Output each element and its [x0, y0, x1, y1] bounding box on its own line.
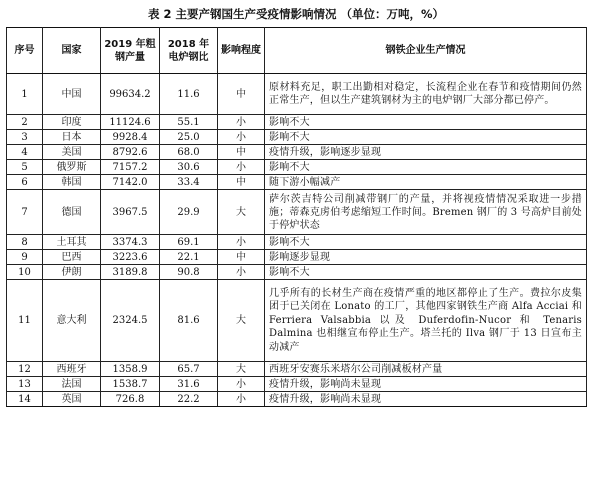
row-impact: 小 [218, 235, 265, 250]
table-row [7, 392, 587, 407]
row-country: 日本 [43, 130, 101, 145]
row-impact: 大 [218, 190, 265, 235]
row-description: 疫情升级，影响尚未显现 [265, 377, 587, 392]
row-description: 原材料充足，职工出勤相对稳定，长流程企业在春节和疫情期间仍然正常生产，但以生产建筑钢材为主的电炉钢厂大部分都已停产。 [265, 74, 587, 115]
row-eaf-ratio: 68.0 [160, 145, 218, 160]
row-country: 德国 [43, 190, 101, 235]
row-eaf-ratio: 31.6 [160, 377, 218, 392]
row-index: 5 [7, 160, 43, 175]
row-description: 疫情升级，影响尚未显现 [265, 392, 587, 407]
row-eaf-ratio: 30.6 [160, 160, 218, 175]
table-row [7, 265, 587, 280]
row-country: 西班牙 [43, 362, 101, 377]
row-impact: 小 [218, 265, 265, 280]
row-production: 3374.3 [101, 235, 160, 250]
row-impact: 小 [218, 115, 265, 130]
row-eaf-ratio: 90.8 [160, 265, 218, 280]
table-caption: 表 2 主要产钢国生产受疫情影响情况 （单位：万吨，%） [147, 7, 445, 21]
row-production: 7142.0 [101, 175, 160, 190]
row-country: 伊朗 [43, 265, 101, 280]
row-eaf-ratio: 65.7 [160, 362, 218, 377]
table-row [7, 130, 587, 145]
table-row [7, 235, 587, 250]
row-description: 影响不大 [265, 115, 587, 130]
row-index: 14 [7, 392, 43, 407]
table-row [7, 190, 587, 235]
row-eaf-ratio: 11.6 [160, 74, 218, 115]
row-country: 意大利 [43, 280, 101, 362]
row-impact: 中 [218, 145, 265, 160]
header-index: 序号 [7, 28, 43, 74]
row-index: 6 [7, 175, 43, 190]
row-country: 法国 [43, 377, 101, 392]
row-description: 影响不大 [265, 235, 587, 250]
steel-production-table [6, 27, 587, 407]
row-description: 西班牙安赛乐米塔尔公司削减板材产量 [265, 362, 587, 377]
row-index: 10 [7, 265, 43, 280]
row-index: 7 [7, 190, 43, 235]
row-eaf-ratio: 55.1 [160, 115, 218, 130]
header-impact: 影响程度 [218, 28, 265, 74]
row-description: 影响逐步显现 [265, 250, 587, 265]
row-index: 11 [7, 280, 43, 362]
row-description: 影响不大 [265, 130, 587, 145]
row-country: 中国 [43, 74, 101, 115]
header-row [7, 28, 587, 74]
row-country: 韩国 [43, 175, 101, 190]
table-row [7, 160, 587, 175]
row-impact: 大 [218, 280, 265, 362]
row-production: 3189.8 [101, 265, 160, 280]
table-row [7, 377, 587, 392]
row-production: 8792.6 [101, 145, 160, 160]
table-row [7, 280, 587, 362]
header-description: 钢铁企业生产情况 [265, 28, 587, 74]
row-production: 99634.2 [101, 74, 160, 115]
row-impact: 小 [218, 130, 265, 145]
header-country: 国家 [43, 28, 101, 74]
table-row [7, 175, 587, 190]
row-impact: 中 [218, 175, 265, 190]
row-description: 影响不大 [265, 160, 587, 175]
row-country: 土耳其 [43, 235, 101, 250]
row-production: 2324.5 [101, 280, 160, 362]
row-description: 萨尔茨吉特公司削减带钢厂的产量，并将视疫情情况采取进一步措施；蒂森克虏伯考虑缩短工作时间。Bremen 钢厂的 3 号高炉目前处于停炉状态 [265, 190, 587, 235]
table-row [7, 145, 587, 160]
row-index: 13 [7, 377, 43, 392]
row-impact: 小 [218, 160, 265, 175]
row-eaf-ratio: 22.1 [160, 250, 218, 265]
row-eaf-ratio: 29.9 [160, 190, 218, 235]
row-country: 美国 [43, 145, 101, 160]
table-header [7, 28, 587, 74]
row-country: 印度 [43, 115, 101, 130]
row-production: 3223.6 [101, 250, 160, 265]
table-row [7, 250, 587, 265]
row-description: 影响不大 [265, 265, 587, 280]
row-eaf-ratio: 69.1 [160, 235, 218, 250]
row-eaf-ratio: 25.0 [160, 130, 218, 145]
row-impact: 大 [218, 362, 265, 377]
row-country: 巴西 [43, 250, 101, 265]
row-impact: 中 [218, 250, 265, 265]
row-production: 1358.9 [101, 362, 160, 377]
row-production: 9928.4 [101, 130, 160, 145]
table-row [7, 362, 587, 377]
row-index: 12 [7, 362, 43, 377]
header-eaf-ratio: 2018 年电炉钢比 [160, 28, 218, 74]
row-eaf-ratio: 33.4 [160, 175, 218, 190]
row-production: 7157.2 [101, 160, 160, 175]
row-eaf-ratio: 81.6 [160, 280, 218, 362]
header-production: 2019 年粗钢产量 [101, 28, 160, 74]
row-production: 726.8 [101, 392, 160, 407]
row-description: 随下游小幅减产 [265, 175, 587, 190]
row-index: 4 [7, 145, 43, 160]
row-index: 8 [7, 235, 43, 250]
row-impact: 小 [218, 377, 265, 392]
table-row [7, 74, 587, 115]
row-impact: 中 [218, 74, 265, 115]
row-production: 1538.7 [101, 377, 160, 392]
row-impact: 小 [218, 392, 265, 407]
table-row [7, 115, 587, 130]
row-production: 11124.6 [101, 115, 160, 130]
row-production: 3967.5 [101, 190, 160, 235]
table-body [7, 74, 587, 407]
row-index: 1 [7, 74, 43, 115]
row-country: 俄罗斯 [43, 160, 101, 175]
row-description: 疫情升级，影响逐步显现 [265, 145, 587, 160]
row-index: 9 [7, 250, 43, 265]
row-country: 英国 [43, 392, 101, 407]
row-index: 2 [7, 115, 43, 130]
row-description: 几乎所有的长材生产商在疫情严重的地区都停止了生产。费拉尔皮集团于已关闭在 Lonato 的工厂，其他四家钢铁生产商 Alfa Acciai 和 Ferriera Valsabbia 以及 Duferdofin-Nucor 和 Tenaris Dalmina 也相继宣布停止生产。塔兰托的 Ilva 钢厂于 13 日宣布主动减产 [265, 280, 587, 362]
row-index: 3 [7, 130, 43, 145]
row-eaf-ratio: 22.2 [160, 392, 218, 407]
